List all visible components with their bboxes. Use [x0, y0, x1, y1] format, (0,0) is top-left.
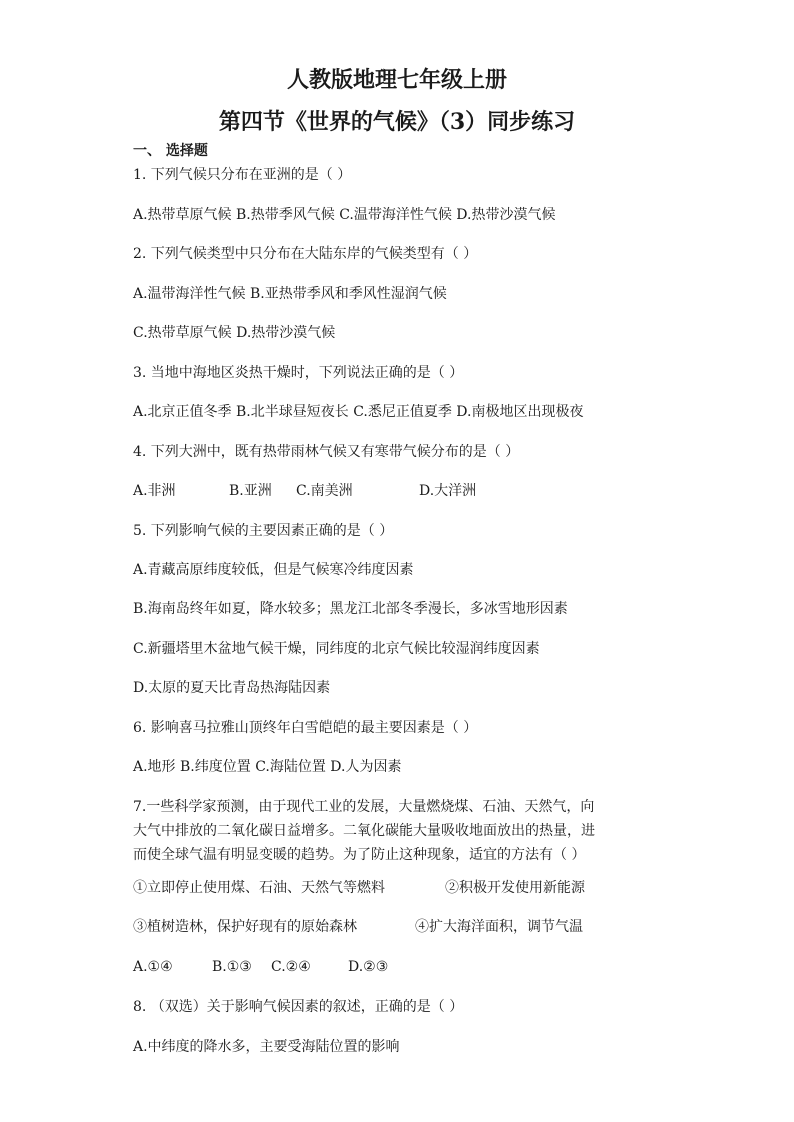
question-3-stem: 3. 当地中海地区炎热干燥时，下列说法正确的是（ ） [133, 365, 464, 381]
document-title: 人教版地理七年级上册 [286, 67, 507, 93]
question-6-stem: 6. 影响喜马拉雅山顶终年白雪皑皑的最主要因素是（ ） [133, 720, 478, 736]
question-7-item-3: ③植树造林，保护好现有的原始森林 [133, 919, 357, 935]
question-5-option-d: D.太原的夏天比青岛热海陆因素 [133, 680, 331, 696]
question-7-option-b: B.①③ [212, 959, 252, 975]
question-8-option-a: A.中纬度的降水多，主要受海陆位置的影响 [133, 1039, 400, 1055]
question-7-option-c: C.②④ [271, 959, 311, 975]
question-7-stem [133, 795, 673, 867]
question-5-stem: 5. 下列影响气候的主要因素正确的是（ ） [133, 523, 394, 539]
question-4-option-a: A.非洲 [133, 483, 176, 499]
question-2-stem: 2. 下列气候类型中只分布在大陆东岸的气候类型有（ ） [133, 246, 478, 262]
question-4-option-c: C.南美洲 [296, 483, 353, 499]
question-7-stem-line-3: 而使全球气温有明显变暖的趋势。为了防止这种现象，适宜的方法有（ ） [133, 847, 586, 863]
question-4-stem: 4. 下列大洲中，既有热带雨林气候又有寒带气候分布的是（ ） [133, 444, 520, 460]
question-1-stem: 1. 下列气候只分布在亚洲的是（ ） [133, 167, 352, 183]
question-7-item-4: ④扩大海洋面积，调节气温 [415, 919, 583, 935]
question-2-options-line-1: A.温带海洋性气候 B.亚热带季风和季风性湿润气候 [133, 286, 447, 302]
question-5-option-b: B.海南岛终年如夏，降水较多；黑龙江北部冬季漫长，多冰雪地形因素 [133, 601, 568, 617]
question-2-options-line-2: C.热带草原气候 D.热带沙漠气候 [133, 325, 336, 341]
question-7-item-2: ②积极开发使用新能源 [445, 880, 585, 896]
question-6-options: A.地形 B.纬度位置 C.海陆位置 D.人为因素 [133, 759, 402, 775]
question-8-stem: 8. （双选）关于影响气候因素的叙述，正确的是（ ） [133, 999, 464, 1015]
question-7-option-a: A.①④ [133, 959, 173, 975]
question-5-option-a: A.青藏高原纬度较低，但是气候寒冷纬度因素 [133, 562, 414, 578]
question-5-option-c: C.新疆塔里木盆地气候干燥，同纬度的北京气候比较湿润纬度因素 [133, 641, 540, 657]
question-4-option-b: B.亚洲 [229, 483, 272, 499]
question-4-option-d: D.大洋洲 [419, 483, 477, 499]
question-7-stem-line-1: 7.一些科学家预测，由于现代工业的发展，大量燃烧煤、石油、天然气，向 [133, 799, 595, 815]
question-7-item-1: ①立即停止使用煤、石油、天然气等燃料 [133, 880, 385, 896]
question-3-options: A.北京正值冬季 B.北半球昼短夜长 C.悉尼正值夏季 D.南极地区出现极夜 [133, 404, 584, 420]
question-7-stem-line-2: 大气中排放的二氧化碳日益增多。二氧化碳能大量吸收地面放出的热量，进 [133, 823, 595, 839]
document-subtitle: 第四节《世界的气候》（3）同步练习 [218, 109, 576, 135]
question-7-option-d: D.②③ [348, 959, 389, 975]
question-1-options: A.热带草原气候 B.热带季风气候 C.温带海洋性气候 D.热带沙漠气候 [133, 207, 556, 223]
section-heading: 一、 选择题 [133, 143, 208, 159]
